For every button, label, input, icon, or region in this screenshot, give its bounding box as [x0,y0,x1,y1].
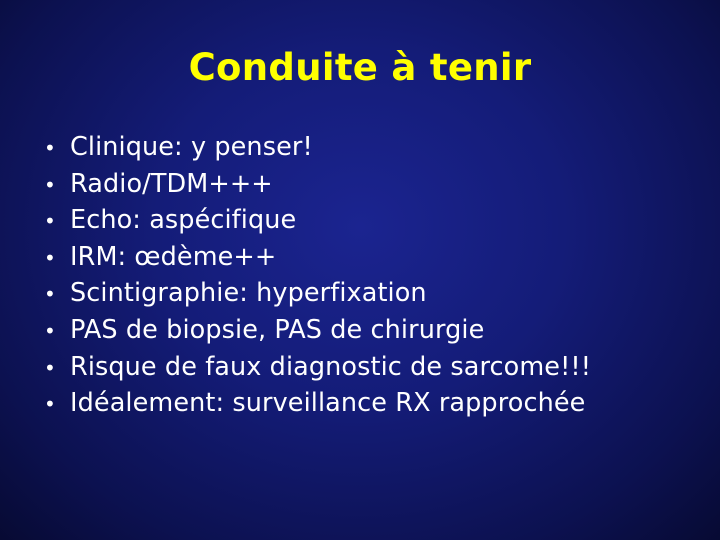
list-item [44,275,591,312]
list-item [44,129,591,166]
list-item [44,312,591,349]
bullet-icon: • [44,172,56,197]
bullet-icon: • [44,209,56,234]
bullet-list [44,129,591,422]
bullet-text: Clinique: y penser! [70,132,313,162]
bullet-text: Radio/TDM+++ [70,168,273,199]
slide-title: Conduite à tenir [188,46,532,89]
bullet-icon: • [44,392,56,417]
bullet-text: Risque de faux diagnostic de sarcome!!! [70,351,592,382]
bullet-text: IRM: œdème++ [70,241,277,272]
bullet-text: PAS de biopsie, PAS de chirurgie [70,314,485,345]
bullet-icon: • [44,136,56,160]
bullet-icon: • [44,245,56,270]
bullet-icon: • [44,282,56,307]
list-item [44,349,591,386]
bullet-text: Scintigraphie: hyperfixation [70,278,427,309]
bullet-icon: • [44,318,56,343]
list-item [44,385,591,422]
list-item [44,202,591,239]
list-item [44,239,591,276]
list-item [44,166,591,203]
bullet-text: Echo: aspécifique [70,205,297,236]
bullet-icon: • [44,355,56,380]
bullet-text: Idéalement: surveillance RX rapprochée [70,388,586,419]
